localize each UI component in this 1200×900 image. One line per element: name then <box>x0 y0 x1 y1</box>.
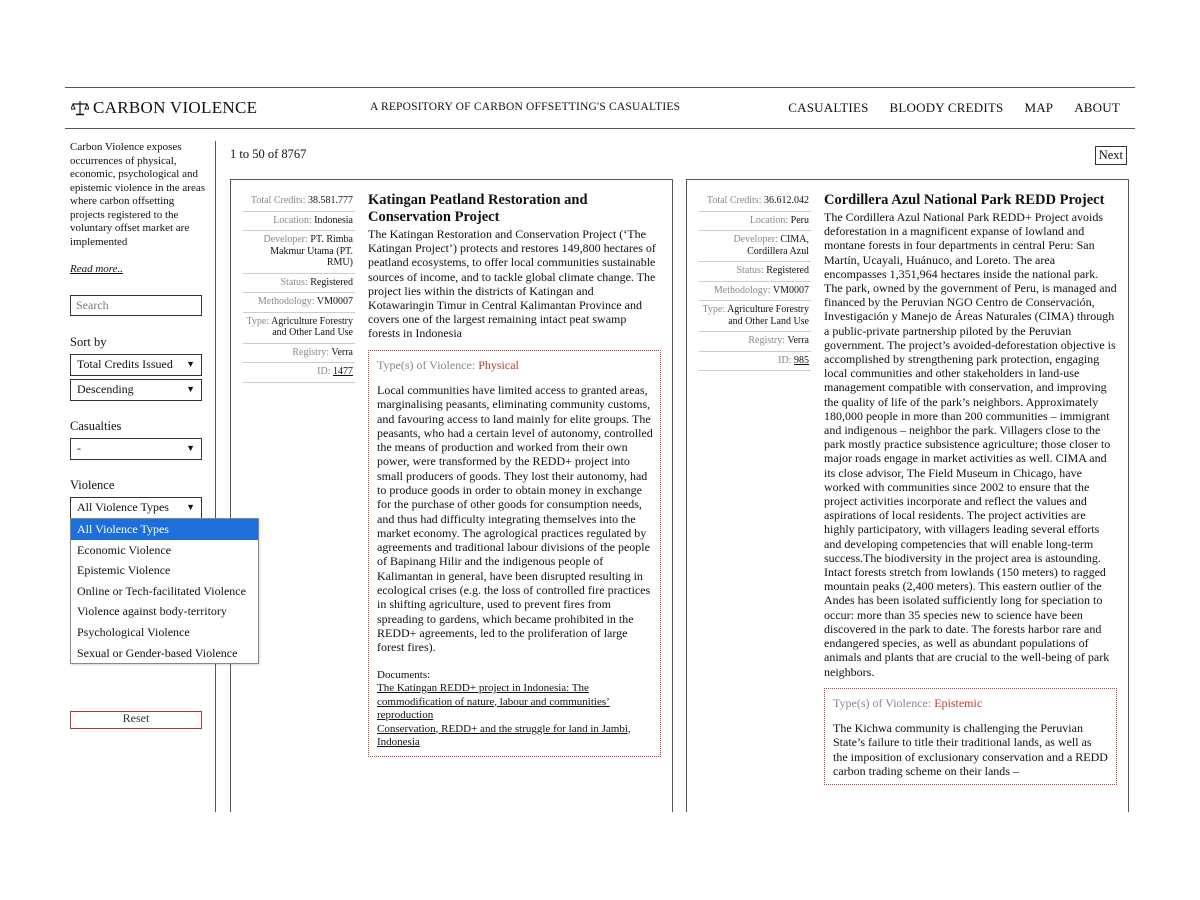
casualties-label: Casualties <box>70 419 122 433</box>
sort-select[interactable] <box>70 354 202 376</box>
project-description: The Katingan Restoration and Conservation Project (‘The Katingan Project’) protects and restores 149,800 hectares of peatland ecosystems, to offer local communities sustainable sources of income, and to tackle global climate change. The project lies within the districts of Katingan and Kotawaringin Timur in Central Kalimantan Province and covers one of the largest remaining intact peat swamp forests in Indonesia <box>368 227 656 341</box>
violence-option[interactable]: Violence against body-territory <box>77 604 227 619</box>
violence-type-label: Type(s) of Violence: <box>377 357 476 372</box>
violence-type: Epistemic <box>934 695 983 710</box>
violence-option[interactable]: All Violence Types <box>71 519 258 540</box>
meta-registry: Registry: Verra <box>243 344 355 364</box>
documents <box>377 669 653 750</box>
sort-label: Sort by <box>70 335 107 349</box>
scales-icon <box>71 100 89 116</box>
violence-option[interactable]: Online or Tech-facilitated Violence <box>77 583 246 598</box>
read-more-link[interactable]: Read more.. <box>70 263 124 275</box>
casualties-select-value: - <box>77 441 81 456</box>
meta-developer: Developer: CIMA, Cordillera Azul <box>699 231 811 262</box>
project-card <box>686 179 1129 812</box>
violence-select-value: All Violence Types <box>77 500 169 515</box>
violence-type-label: Type(s) of Violence: <box>833 695 932 710</box>
chevron-down-icon: ▼ <box>186 384 195 395</box>
reset-button[interactable]: Reset <box>70 711 202 729</box>
meta-credits: Total Credits: 36.612.042 <box>699 192 811 212</box>
nav-casualties[interactable]: CASUALTIES <box>788 100 869 115</box>
project-title: Cordillera Azul National Park REDD Project <box>824 192 1105 208</box>
project-meta <box>699 192 811 371</box>
nav-bloody-credits[interactable]: BLOODY CREDITS <box>889 100 1004 115</box>
document-link[interactable]: The Katingan REDD+ project in Indonesia: The commodification of nature, labour and communities’ reproduction <box>377 682 610 722</box>
order-select[interactable] <box>70 379 202 401</box>
project-description: The Cordillera Azul National Park REDD+ Project avoids deforestation in a magnificent expanse of lowland and montane forests in four departments in central Peru: San Martín, Ucayali, Huánuco, and Loreto. The area encompasses 1,351,964 hectares inside the national park. The park, owned by the government of Peru, is managed and financed by the Peruvian NGO Centro de Conservación, Investigación y Manejo de Áreas Naturales (CIMA) through a public-private partnership piloted by the Peruvian government. The project’s avoided-deforestation objective is accomplished by strengthening park protection, engaging local communities and other stakeholders in land-use management compatible with conservation, and improving the quality of life of the park’s neighbors. Approximately 180,000 people in more than 200 communities – immigrant and indigenous – neighbor the park. Villagers close to the park mostly practice subsistence agriculture; those closer to major roads engage in market activities as well. CIMA and its close advisor, The Field Museum in Chicago, have worked with communities since 2002 to ensure that the project activities incorporate and reflect the values and aspirations of local residents. The project activities are highly participatory, with villagers leading several efforts and developing competencies that will enable long-term success.The biodiversity in the project area is astounding. Intact forests stretch from lowlands (150 meters) to ragged mountain peaks (2,400 meters). This eastern outlier of the Andes has been isolated sufficiently long for speciation to occur: more than 35 species new to science have been discovered in the park to date. The forests harbor rare and endangered species, as well as abundant populations of animals and plants that are crucial to the well-being of park neighbors. <box>824 210 1117 679</box>
meta-id: ID: 1477 <box>243 363 355 383</box>
casualties-select[interactable] <box>70 438 202 460</box>
chevron-down-icon: ▼ <box>186 359 195 370</box>
site-logo[interactable] <box>71 98 257 118</box>
project-id-link[interactable]: 1477 <box>333 366 353 377</box>
sort-select-value: Total Credits Issued <box>77 357 173 372</box>
results-count: 1 to 50 of 8767 <box>230 147 307 161</box>
violence-option[interactable]: Epistemic Violence <box>77 563 171 578</box>
site-header <box>65 87 1135 129</box>
meta-type: Type: Agriculture Forestry and Other Land Use <box>243 313 355 344</box>
violence-type: Physical <box>478 357 519 372</box>
meta-type: Type: Agriculture Forestry and Other Land Use <box>699 301 811 332</box>
main-nav <box>788 100 1120 116</box>
next-page-button[interactable]: Next <box>1095 146 1127 165</box>
violence-label: Violence <box>70 478 115 492</box>
meta-registry: Registry: Verra <box>699 332 811 352</box>
project-body <box>824 192 1117 785</box>
nav-map[interactable]: MAP <box>1024 100 1054 115</box>
chevron-down-icon: ▼ <box>186 443 195 454</box>
meta-developer: Developer: PT. Rimba Makmur Utama (PT. RMU) <box>243 231 355 274</box>
meta-methodology: Methodology: VM0007 <box>243 293 355 313</box>
meta-id: ID: 985 <box>699 352 811 372</box>
nav-about[interactable]: ABOUT <box>1074 100 1120 115</box>
violence-dropdown <box>70 518 259 664</box>
violence-option[interactable]: Sexual or Gender-based Violence <box>77 645 238 660</box>
project-title: Katingan Peatland Restoration and Conservation Project <box>368 192 588 225</box>
document-link[interactable]: Conservation, REDD+ and the struggle for land in Jambi, Indonesia <box>377 722 631 749</box>
violence-box <box>368 350 661 757</box>
about-text: Carbon Violence exposes occurrences of physical, economic, psychological and epistemic violence in the areas where carbon offsetting projects registered to the voluntary offset market are implemented <box>70 141 205 248</box>
order-select-value: Descending <box>77 382 134 397</box>
sidebar-divider <box>215 141 216 812</box>
project-body <box>368 192 661 757</box>
meta-location: Location: Indonesia <box>243 212 355 232</box>
meta-location: Location: Peru <box>699 212 811 232</box>
project-meta <box>243 192 355 383</box>
site-tagline: A REPOSITORY OF CARBON OFFSETTING'S CASUALTIES <box>370 101 681 113</box>
page-frame <box>65 87 1135 812</box>
meta-credits: Total Credits: 38.581.777 <box>243 192 355 212</box>
violence-description: The Kichwa community is challenging the Peruvian State’s failure to title their traditional lands, as well as the imposition of exclusionary conservation and a REDD carbon trading scheme on their lands – <box>833 721 1108 778</box>
logo-text: CARBON VIOLENCE <box>93 98 258 117</box>
violence-option[interactable]: Psychological Violence <box>77 624 190 639</box>
project-id-link[interactable]: 985 <box>794 354 809 366</box>
search-input[interactable] <box>70 295 202 316</box>
violence-select[interactable] <box>70 497 202 519</box>
meta-methodology: Methodology: VM0007 <box>699 282 811 302</box>
chevron-down-icon: ▼ <box>186 502 195 513</box>
violence-box <box>824 688 1117 785</box>
violence-description: Local communities have limited access to granted areas, marginalising peasants, eliminating community customs, and favouring access to land mainly for elite groups. The peasants, who had a certain level of autonomy, controlled the means of production and worked from their own power, were transformed by the REDD+ project into small producers of goods. They lost their autonomy, had to produce goods in order to obtain money in exchange for the purchase of other goods for consumption needs, and thus had difficulty integrating themselves into the market economy. The agrological practices regulated by agreements and traditional labour divisions of the people of Bapinang Hilir and the indigenous people of Kalimantan in general, have been disrupted resulting in ecological crises (e.g. the loss of controlled fire practices in shifting agriculture, used to prevent fires from spreading to gardens, which became prohibited in the REDD+ agreements, led to the proliferation of large forest fires). <box>377 382 653 655</box>
meta-status: Status: Registered <box>699 262 811 282</box>
documents-label: Documents: <box>377 668 431 681</box>
violence-option[interactable]: Economic Violence <box>77 542 172 557</box>
meta-status: Status: Registered <box>243 274 355 294</box>
project-card <box>230 179 673 812</box>
